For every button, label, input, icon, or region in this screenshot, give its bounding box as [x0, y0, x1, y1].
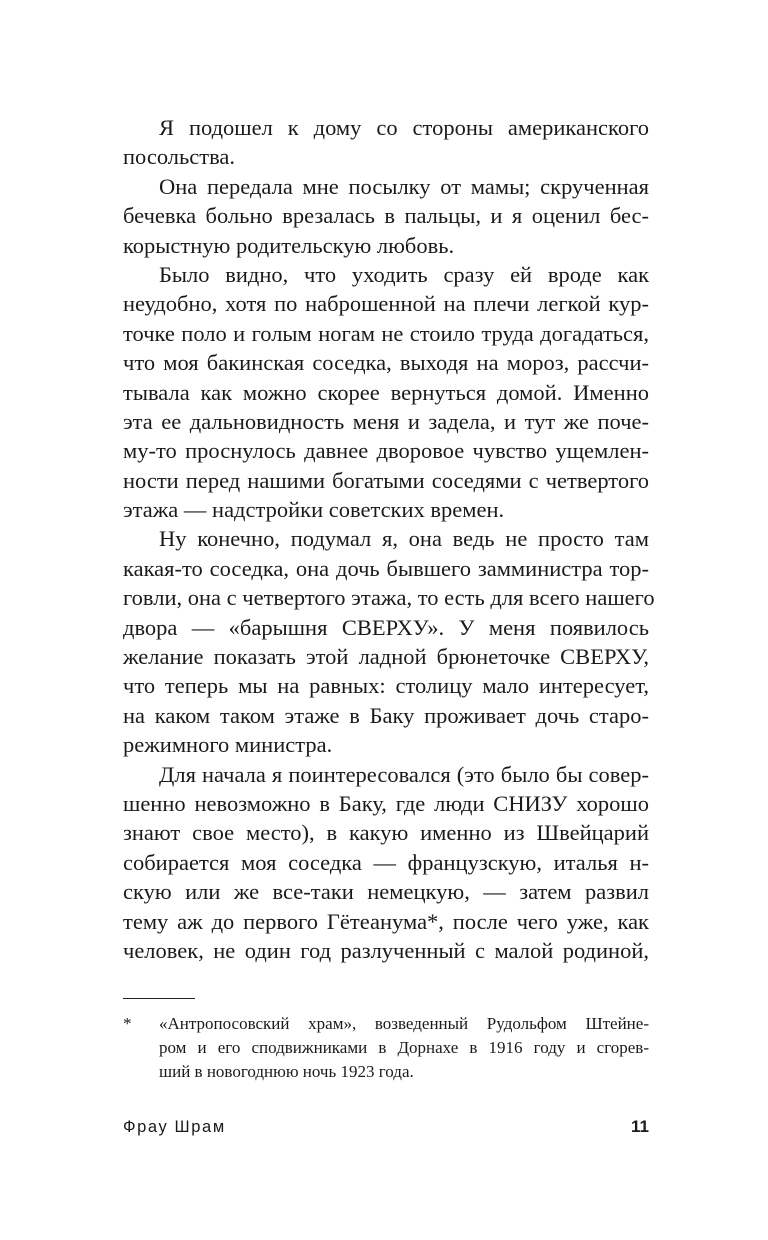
text-line: Ну конечно, подумал я, она ведь не просто там	[159, 526, 649, 552]
main-text	[123, 113, 655, 965]
text-line: что теперь мы на равных: столицу мало интересует,	[123, 673, 649, 699]
text-line: Я подошел к дому со стороны американского	[159, 115, 649, 140]
text-line: точке поло и голым ногам не стоило труда догадаться,	[123, 320, 649, 346]
page-number: 11	[631, 1117, 649, 1136]
text-line: говли, она с четвертого этажа, то есть для всего нашего	[123, 585, 655, 611]
text-line: бечевка больно врезалась в пальцы, и я оценил бес-	[123, 203, 649, 229]
text-line: посольства.	[123, 144, 236, 170]
text-line: неудобно, хотя по наброшенной на плечи легкой кур-	[123, 291, 649, 317]
text-line: тывала как можно скорее вернуться домой. Именно	[123, 379, 649, 405]
footnote	[123, 1012, 649, 1084]
text-line: Она передала мне посылку от мамы; скрученная	[159, 173, 649, 199]
text-line: желание показать этой ладной брюнеточке СВЕРХУ,	[123, 644, 649, 670]
text-line: скую или же все-таки немецкую, — затем развил	[123, 879, 649, 905]
text-line: режимного министра.	[123, 732, 333, 758]
text-line: двора — «барышня СВЕРХУ». У меня появилось	[123, 614, 649, 640]
text-line: корыстную родительскую любовь.	[123, 232, 455, 258]
text-line: ности перед нашими богатыми соседями с четвертого	[123, 467, 649, 493]
footnote-separator	[123, 998, 195, 999]
text-line: знают свое место), в какую именно из Швейцарий	[123, 820, 649, 846]
text-line: эта ее дальновидность меня и задела, и тут же поче-	[123, 408, 649, 434]
text-line: тему аж до первого Гётеанума*, после чего уже, как	[123, 908, 649, 934]
text-line: что моя бакинская соседка, выходя на мороз, рассчи-	[123, 350, 649, 376]
footnote-line: «Антропосовский храм», возведенный Рудольфом Штейне-	[159, 1014, 649, 1033]
text-line: шенно невозможно в Баку, где люди СНИЗУ хорошо	[123, 790, 649, 816]
text-line: собирается моя соседка — французскую, италья н-	[123, 849, 649, 875]
text-line: Было видно, что уходить сразу ей вроде как	[159, 261, 649, 287]
text-line: му-то проснулось давнее дворовое чувство ущемлен-	[123, 438, 649, 464]
text-line: какая-то соседка, она дочь бывшего замминистра тор-	[123, 555, 649, 581]
text-line: Для начала я поинтересовался (это было бы совер-	[159, 761, 649, 787]
running-title: Фрау Шрам	[123, 1118, 226, 1136]
text-line: этажа — надстройки советских времен.	[123, 497, 505, 523]
text-line: человек, не один год разлученный с малой родиной,	[123, 937, 649, 963]
text-line: на каком таком этаже в Баку проживает дочь старо-	[123, 702, 649, 728]
footnote-line: ром и его сподвижниками в Дорнахе в 1916 году и сгорев-	[159, 1038, 649, 1057]
footnote-body	[123, 1012, 649, 1084]
footnote-marker: *	[123, 1014, 132, 1033]
footnote-line: ший в новогоднюю ночь 1923 года.	[159, 1062, 414, 1081]
